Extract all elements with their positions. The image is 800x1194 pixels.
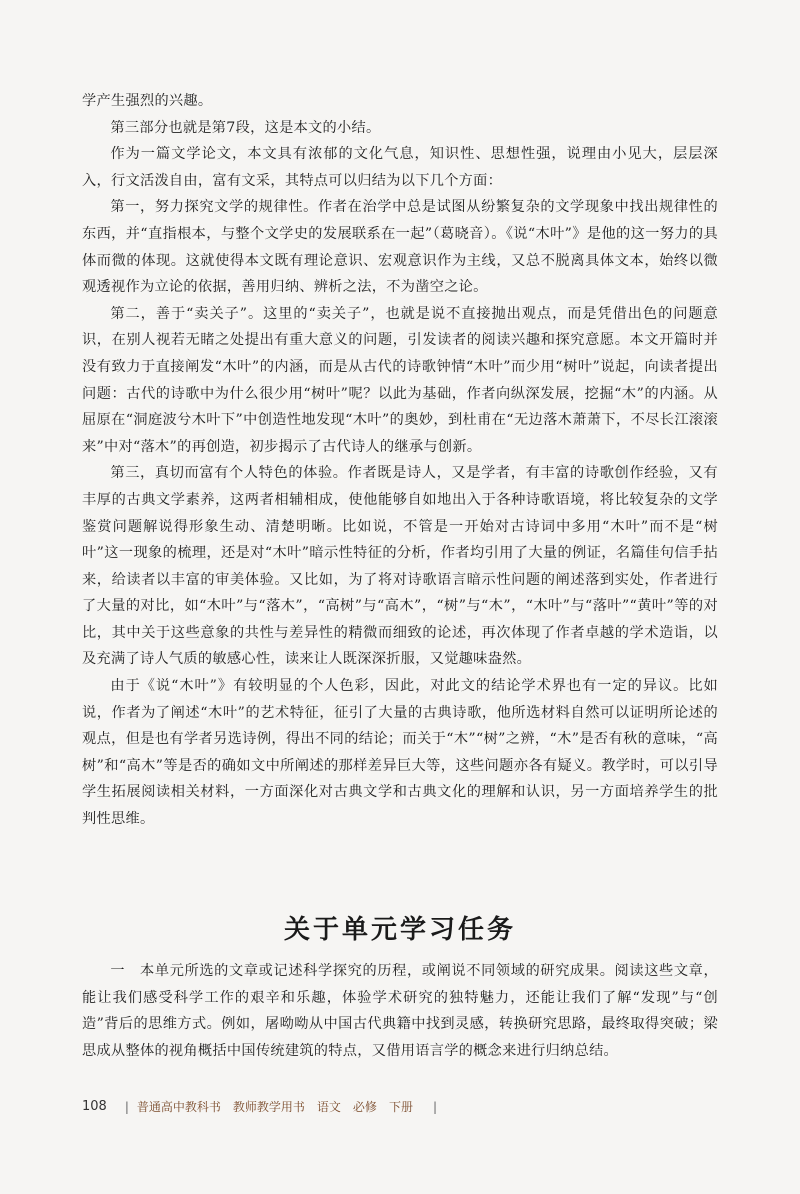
paragraph-point-three: 第三，真切而富有个人特色的体验。作者既是诗人，又是学者，有丰富的诗歌创作经验，又有丰厚的古典文学素养，这两者相辅相成，使他能够自如地出入于各种诗歌语境，将比较复杂的文学鉴赏问题解说得形象生动、清楚明晰。比如说，不管是一开始对古诗词中多用“木叶”而不是“树叶”这一现象的梳理，还是对“木叶”暗示性特征的分析，作者均引用了大量的例证，名篇佳句信手拈来，给读者以丰富的审美体验。又比如，为了将对诗歌语言暗示性问题的阐述落到实处，作者进行了大量的对比，如“木叶”与“落木”，“高树”与“高木”，“树”与“木”，“木叶”与“落叶”“黄叶”等的对比，其中关于这些意象的共性与差异性的精微而细致的论述，再次体现了作者卓越的学术造诣，以及充满了诗人气质的敏感心性，读来让人既深深折服，又觉趣味盎然。	[82, 465, 718, 668]
footer-separator: |	[124, 1099, 129, 1114]
paragraph-point-one: 第一，努力探究文学的规律性。作者在治学中总是试图从纷繁复杂的文学现象中找出规律性的东西，并“直指根本，与整个文学史的发展联系在一起”（葛晓音）。《说“木叶”》是他的这一努力的具体而微的体现。这就使得本文既有理论意识、宏观意识作为主线，又总不脱离具体文本，始终以微观透视作为立论的依据，善用归纳、辨析之法，不为凿空之论。	[82, 199, 718, 296]
footer-book-type: 教师教学用书	[232, 1100, 305, 1114]
task-paragraph-one: 一 本单元所选的文章或记述科学探究的历程，或阐说不同领域的研究成果。阅读这些文章，能让我们感受科学工作的艰辛和乐趣，体验学术研究的独特魅力，还能让我们了解“发现”与“创造”背后的思维方式。例如，屠呦呦从中国古代典籍中找到灵感，转换研究思路，最终取得突破；梁思成从整体的视角概括中国传统建筑的特点，又借用语言学的概念来进行归纳总结。	[82, 963, 718, 1059]
paragraph-part-three: 第三部分也就是第7段，这是本文的小结。	[110, 119, 381, 136]
footer-book-series: 普通高中教科书	[136, 1100, 221, 1114]
page-footer	[82, 1098, 445, 1115]
paragraph-controversy: 由于《说“木叶”》有较明显的个人色彩，因此，对此文的结论学术界也有一定的异议。比如说，作者为了阐述“木叶”的艺术特征，征引了大量的古典诗歌，他所选材料自然可以证明所论述的观点，但是也有学者另选诗例，得出不同的结论；而关于“木”“树”之辨，“木”是否有秋的意味，“高树”和“高木”等是否的确如文中所阐述的那样差异巨大等，这些问题亦各有疑义。教学时，可以引导学生拓展阅读相关材料，一方面深化对古典文学和古典文化的理解和认识，另一方面培养学生的批判性思维。	[82, 678, 718, 828]
section-title: 关于单元学习任务	[283, 915, 516, 945]
paragraph-point-two: 第二，善于“卖关子”。这里的“卖关子”，也就是说不直接抛出观点，而是凭借出色的问题意识，在别人视若无睹之处提出有重大意义的问题，引发读者的阅读兴趣和探究意愿。本文开篇时并没有致力于直接阐发“木叶”的内涵，而是从古代的诗歌钟情“木叶”而少用“树叶”说起，向读者提出问题：古代的诗歌中为什么很少用“树叶”呢？以此为基础，作者向纵深发展，挖掘“木”的内涵。从屈原在“洞庭波兮木叶下”中创造性地发现“木叶”的奥妙，到杜甫在“无边落木萧萧下，不尽长江滚滚来”中对“落木”的再创造，初步揭示了古代诗人的继承与创新。	[82, 305, 718, 455]
section-body	[82, 958, 718, 1064]
page-number: 108	[82, 1099, 107, 1114]
footer-subject: 语文	[316, 1100, 341, 1114]
footer-course: 必修	[352, 1100, 377, 1114]
footer-volume: 下册	[388, 1100, 413, 1114]
footer-separator-end: |	[432, 1099, 437, 1114]
main-text	[82, 88, 718, 833]
paragraph-overview: 作为一篇文学论文，本文具有浓郁的文化气息，知识性、思想性强，说理由小见大，层层深入，行文活泼自由，富有文采，其特点可以归结为以下几个方面：	[82, 146, 718, 189]
paragraph-continuation: 学产生强烈的兴趣。	[82, 93, 213, 109]
